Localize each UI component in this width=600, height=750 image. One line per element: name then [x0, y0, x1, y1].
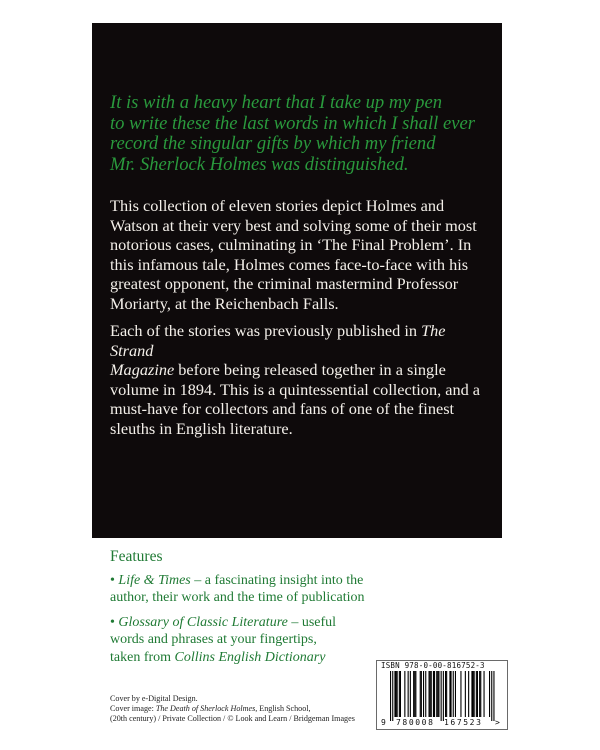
barcode-bar [446, 671, 447, 717]
barcode-bar [390, 671, 391, 721]
barcode-bar [400, 671, 401, 717]
isbn-label: ISBN 978-0-00-816752-3 [381, 661, 485, 670]
artwork-title: The Death of Sherlock Holmes [155, 703, 256, 713]
barcode-bar [449, 671, 450, 717]
barcode-bar [396, 671, 397, 717]
description-line: This collection of eleven stories depict Holmes and [110, 196, 445, 215]
barcode-bar [425, 671, 426, 717]
barcode-bar [471, 671, 472, 717]
description-line: this infamous tale, Holmes comes face-to-face with his [110, 254, 469, 274]
feature-title: Glossary of Classic Literature [118, 615, 288, 630]
barcode-bar [480, 671, 481, 717]
credit-line: Cover by e-Digital Design. [110, 694, 198, 703]
description-line: greatest opponent, the criminal mastermind Professor [110, 274, 459, 294]
barcode-bar [491, 671, 492, 721]
feature-item-life-and-times [110, 572, 400, 607]
feature-item-glossary [110, 614, 400, 666]
barcode-bar [392, 671, 393, 721]
barcode-bar [474, 671, 475, 717]
barcode-bar [441, 671, 442, 721]
barcode-bar [430, 671, 431, 717]
barcode-bar [438, 671, 439, 717]
barcode-bar [479, 671, 480, 717]
barcode-bar [468, 671, 469, 717]
barcode-bars [390, 671, 495, 721]
barcode-bar [415, 671, 416, 717]
barcode-bar [404, 671, 405, 717]
barcode-bar [414, 671, 415, 717]
credit-line: , English School, [255, 703, 311, 713]
quote-line: record the singular gifts by which my friend [110, 133, 436, 154]
description-line: Each of the stories was previously published in [110, 321, 422, 340]
barcode-bar [413, 671, 414, 717]
barcode-bar [437, 671, 438, 717]
bullet: • [110, 573, 115, 588]
barcode-bar [420, 671, 421, 717]
features-heading: Features [110, 548, 163, 565]
description-line: notorious cases, culminating in ‘The Final Problem’. In [110, 235, 472, 255]
barcode-bar [460, 671, 461, 717]
barcode-bar [397, 671, 398, 717]
barcode-bar [451, 671, 452, 717]
barcode-quiet-mark: > [495, 718, 500, 727]
barcode-bar [433, 671, 434, 717]
barcode-bar [489, 671, 490, 717]
description-paragraph-1 [110, 196, 490, 314]
barcode-bar [434, 671, 435, 717]
description-paragraph-2 [110, 321, 490, 439]
opening-quote [110, 93, 490, 175]
dictionary-title: Collins English Dictionary [174, 649, 326, 665]
barcode-bar [484, 671, 485, 717]
credit-line: Cover image: [110, 703, 156, 713]
description-line: volume in 1894. This is a quintessential collection, and a [110, 379, 481, 399]
barcode-bar [453, 671, 454, 717]
barcode-bar [436, 671, 437, 717]
feature-text: – a fascinating insight into the [190, 573, 364, 588]
description-line: before being released together in a single [174, 360, 446, 380]
barcode-bar [423, 671, 424, 717]
barcode-bar [477, 671, 478, 717]
barcode-bar [493, 671, 494, 721]
barcode-digits-left: 780008 [396, 718, 435, 727]
credit-line: (20th century) / Private Collection / © Look and Learn / Bridgeman Images [110, 713, 355, 723]
barcode-icon [380, 671, 504, 727]
barcode-bar [421, 671, 422, 717]
barcode-bar [410, 671, 411, 717]
description-line: Watson at their very best and solving some of their most [110, 215, 477, 235]
barcode-bar [443, 671, 444, 721]
magazine-title: Magazine [110, 360, 175, 380]
barcode-digit-first: 9 [381, 718, 386, 727]
barcode-digits-right: 167523 [444, 718, 483, 727]
barcode-bar [465, 671, 466, 717]
barcode-bar [455, 671, 456, 717]
quote-line: to write these the last words in which I shall ever [110, 112, 475, 134]
quote-line: It is with a heavy heart that I take up my pen [110, 92, 443, 113]
feature-text: author, their work and the time of publication [110, 590, 365, 606]
barcode-bar [445, 671, 446, 717]
quote-line: Mr. Sherlock Holmes was distinguished. [110, 153, 409, 175]
barcode-bar [476, 671, 477, 717]
barcode-bar [473, 671, 474, 717]
magazine-title: The Strand [110, 321, 446, 360]
feature-title: Life & Times [118, 573, 191, 588]
barcode-bar [429, 671, 430, 717]
barcode-bar [408, 671, 409, 717]
description-line: must-have for collectors and fans of one of the finest [110, 399, 455, 419]
barcode-bar [399, 671, 400, 717]
bullet: • [110, 615, 115, 630]
description-line: Moriarty, at the Reichenbach Falls. [110, 293, 339, 313]
feature-text: words and phrases at your fingertips, [110, 632, 317, 648]
barcode-bar [394, 671, 395, 717]
cover-credits [110, 694, 410, 724]
feature-text: taken from [110, 649, 175, 665]
feature-text: – useful [287, 615, 337, 630]
description-line: sleuths in English literature. [110, 418, 293, 438]
barcode-bar [431, 671, 432, 717]
